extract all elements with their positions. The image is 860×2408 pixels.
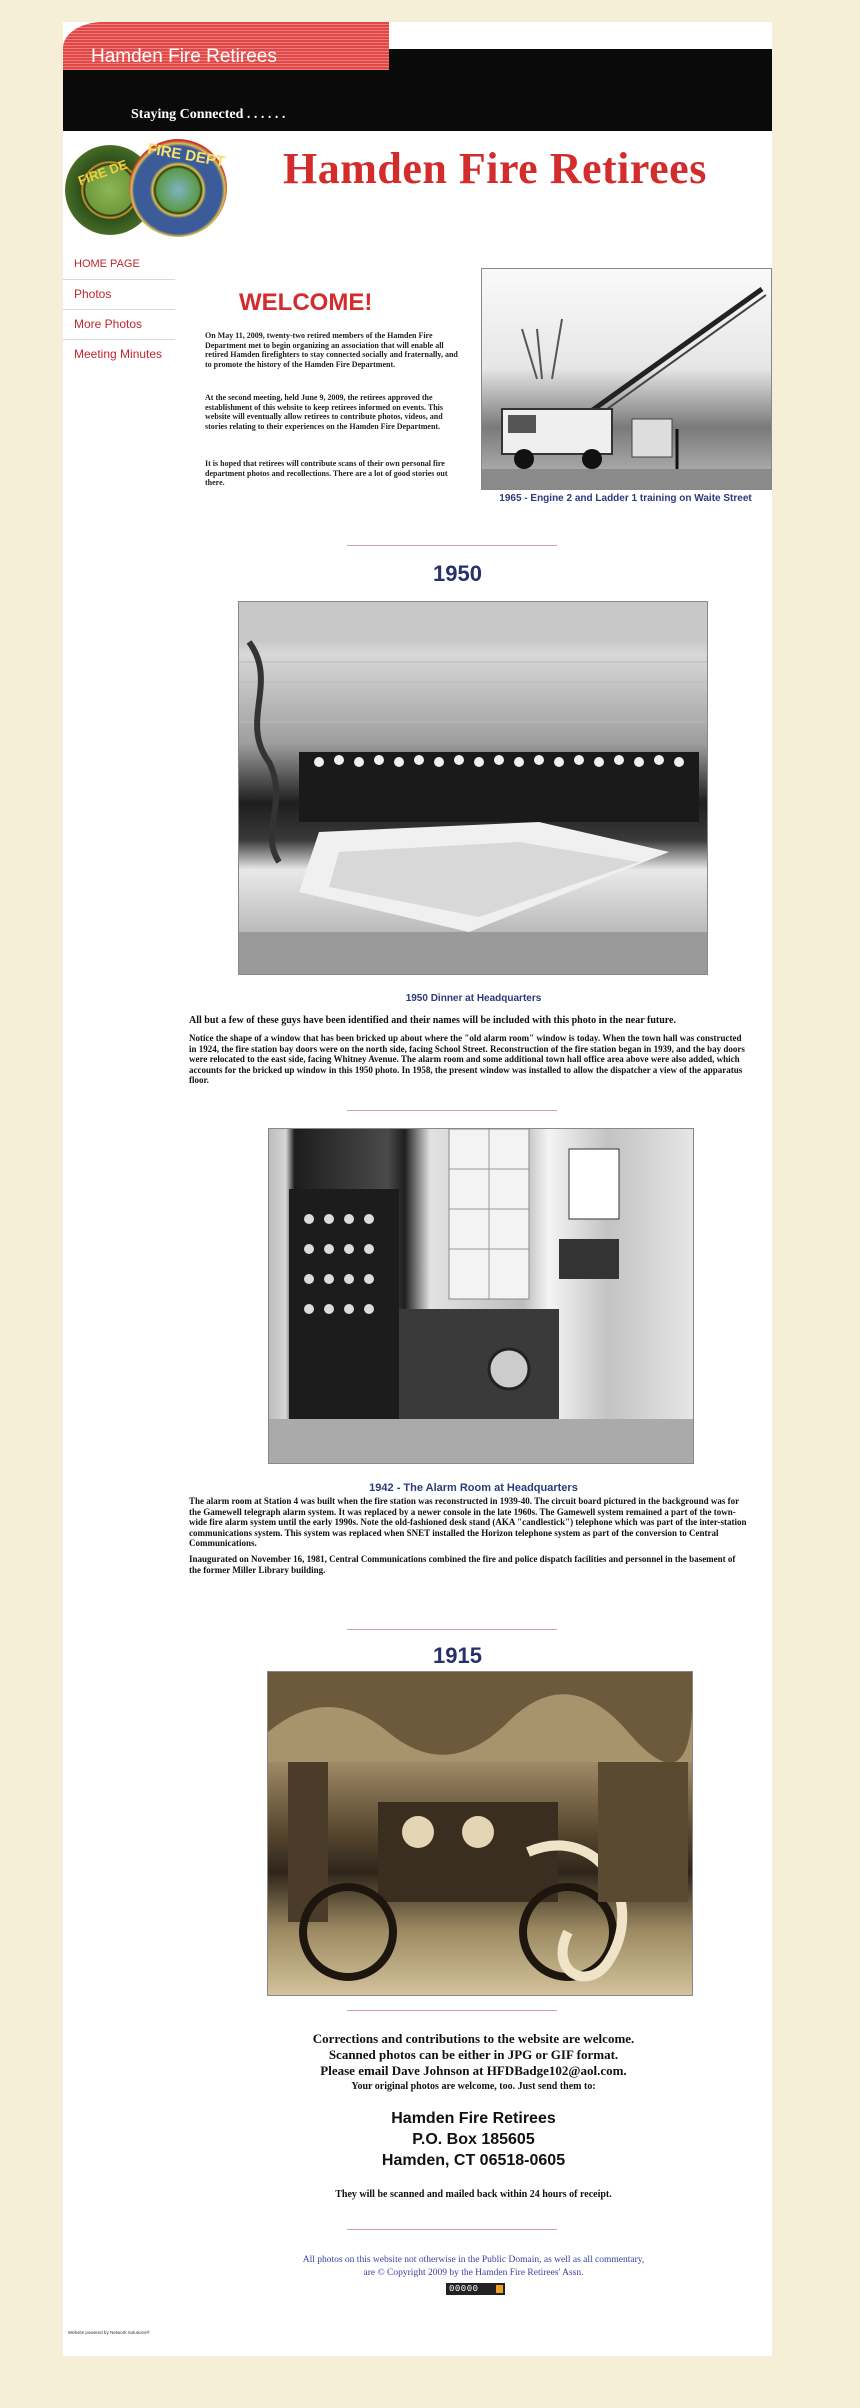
alarm-room-photo <box>268 1128 694 1464</box>
nav-item-meeting-minutes[interactable]: Meeting Minutes <box>74 347 163 361</box>
copyright-line: are © Copyright 2009 by the Hamden Fire Retirees' Assn. <box>363 2268 584 2278</box>
engine-ladder-photo-drawing <box>482 269 771 489</box>
fire-dept-badge-logo <box>129 139 227 237</box>
scanned-note: They will be scanned and mailed back within 24 hours of receipt. <box>335 2189 612 2200</box>
mailing-address-line: Hamden Fire Retirees <box>391 2110 556 2127</box>
section-divider <box>347 545 557 546</box>
welcome-heading: WELCOME! <box>239 289 373 316</box>
nav-item-home-page[interactable]: HOME PAGE <box>63 250 175 280</box>
intro-paragraph: At the second meeting, held June 9, 2009, the retirees approved the establishment of this website to keep retirees informed on events. This website will eventually allow retirees to contribute photos, videos, and stories relating to their experiences on the Hamden Fire Department. <box>205 393 443 431</box>
contact-line: Your original photos are welcome, too. Just send them to: <box>351 2081 596 2092</box>
intro-paragraph: On May 11, 2009, twenty-two retired members of the Hamden Fire Department met to begin organizing an association that will enable all retired Hamden firefighters to stay connected socially and fraternally, and to promote the history of the Hamden Fire Department. <box>205 331 458 369</box>
section-divider <box>347 2229 557 2230</box>
site-title: Hamden Fire Retirees <box>283 144 707 193</box>
counter-icon <box>496 2285 503 2293</box>
section-divider <box>347 2010 557 2011</box>
section-divider <box>347 1110 557 1111</box>
badge-text: FIRE DEPT <box>146 140 227 171</box>
mailing-address-line: P.O. Box 185605 <box>412 2131 535 2148</box>
section-divider <box>347 1629 557 1630</box>
copyright-line: All photos on this website not otherwise in the Public Domain, as well as all commentary, <box>302 2255 645 2265</box>
dinner-1950-caption: 1950 Dinner at Headquarters <box>405 993 542 1004</box>
contact-line: Scanned photos can be either in JPG or GIF format. <box>328 2047 619 2062</box>
contact-line: Corrections and contributions to the website are welcome. <box>312 2031 635 2046</box>
footer-credit[interactable]: Website powered by Network Solutions® <box>68 2330 150 2335</box>
year-heading-1915: 1915 <box>433 1643 482 1668</box>
fire-engine-1915-photo <box>267 1671 693 1996</box>
fire-engine-1915-photo-drawing <box>268 1672 692 1995</box>
engine-photo-caption: 1965 - Engine 2 and Ladder 1 training on Waite Street <box>499 493 752 504</box>
nav-item-photos[interactable]: Photos <box>63 280 175 310</box>
dinner-1950-photo-drawing <box>239 602 707 974</box>
patch-text: FIRE DE <box>75 156 130 189</box>
engine-ladder-photo <box>481 268 772 490</box>
year-heading-1950: 1950 <box>433 561 482 586</box>
alarm-room-paragraph: Inaugurated on November 16, 1981, Central Communications combined the fire and police dispatch facilities and personnel in the basement of the former Miller Library building. <box>189 1554 736 1575</box>
alarm-room-photo-drawing <box>269 1129 693 1463</box>
page-container <box>63 22 772 2356</box>
header-tab-title: Hamden Fire Retirees <box>91 46 277 67</box>
header-slogan: Staying Connected . . . . . . <box>131 107 286 122</box>
dinner-1950-paragraph: All but a few of these guys have been identified and their names will be included with this photo in the near future. <box>189 1015 676 1026</box>
dinner-1950-paragraph: Notice the shape of a window that has been bricked up about where the "old alarm room" window is today. When the town hall was constructed in 1924, the fire station bay doors were on the north side, facing School Street. Reconstruction of the fire station began in 1939, and the bay doors were relocated to the east side, facing Whitney Avenue. The alarm room and some additional town hall office area above were also added, which accounts for the bricked up window in this 1950 photo. In 1958, the present window was installed to allow the dispatcher a view of the apparatus floor. <box>189 1033 745 1085</box>
intro-paragraph: It is hoped that retirees will contribute scans of their own personal fire department photos and recollections. There are a lot of good stories out there. <box>205 459 448 487</box>
header-tab <box>63 22 389 70</box>
hit-counter-digits: 00000 <box>449 2284 479 2294</box>
alarm-room-paragraph: The alarm room at Station 4 was built when the fire station was reconstructed in 1939-40. The circuit board pictured in the background was for the Gamewell telegraph alarm system. It was replaced by a newer console in the late 1960s. The Gamewell system remained a part of the town-wide fire alarm system until the early 1990s. Note the old-fashioned desk stand (AKA "candlestick") telephone which was part of the inter-station communications system. This system was replaced when SNET installed the Horizon telephone system as part of the conversion to Central Communications. <box>189 1496 747 1548</box>
dinner-1950-photo <box>238 601 708 975</box>
sidebar-nav <box>63 250 175 369</box>
hit-counter <box>446 2283 505 2295</box>
contact-email-line[interactable]: Please email Dave Johnson at HFDBadge102@aol.com. <box>320 2063 627 2078</box>
nav-item-more-photos[interactable]: More Photos <box>63 310 175 340</box>
alarm-room-caption: 1942 - The Alarm Room at Headquarters <box>369 1482 578 1494</box>
mailing-address-line: Hamden, CT 06518-0605 <box>381 2152 566 2169</box>
